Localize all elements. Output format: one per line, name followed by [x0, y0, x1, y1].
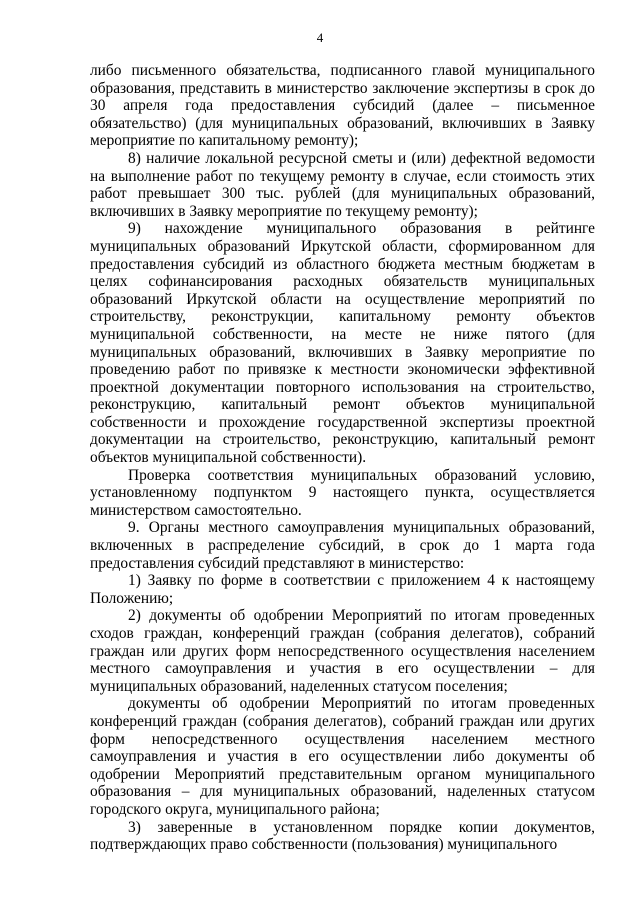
paragraph-continuation: либо письменного обязательства, подписанного главой муниципального образования, представить в министерство заключение экспертизы в срок до 30 апреля года предоставления субсидий (далее – письменное обязательство) (для муниципальных образований, включивших в Заявку мероприятие по капитальному ремонту); — [90, 62, 595, 150]
paragraph-subitem-2-continued: документы об одобрении Мероприятий по итогам проведенных конференций граждан (собрания делегатов), собраний граждан или других форм непосредственного осуществления населением местного самоуправления и участия в его осуществлении либо документы об одобрении Мероприятий представительным органом муниципального образования – для муниципальных образований, наделенных статусом городского округа, муниципального района; — [90, 695, 595, 818]
paragraph-clause-9: 9. Органы местного самоуправления муниципальных образований, включенных в распределение субсидий, в срок до 1 марта года предоставления субсидий представляют в министерство: — [90, 519, 595, 572]
document-body — [90, 62, 595, 854]
paragraph-subitem-1: 1) Заявку по форме в соответствии с приложением 4 к настоящему Положению; — [90, 572, 595, 607]
page-number: 4 — [316, 30, 324, 45]
paragraph-verification: Проверка соответствия муниципальных образований условию, установленному подпунктом 9 настоящего пункта, осуществляется министерством самостоятельно. — [90, 466, 595, 519]
paragraph-item-8: 8) наличие локальной ресурсной сметы и (или) дефектной ведомости на выполнение работ по текущему ремонту в случае, если стоимость этих работ превышает 300 тыс. рублей (для муниципальных образований, включивших в Заявку мероприятие по текущему ремонту); — [90, 149, 595, 220]
paragraph-subitem-3: 3) заверенные в установленном порядке копии документов, подтверждающих право собственности (пользования) муниципального — [90, 818, 595, 854]
paragraph-item-9: 9) нахождение муниципального образования в рейтинге муниципальных образований Иркутской области, сформированном для предоставления субсидий из областного бюджета местным бюджетам в целях софинансирования расходных обязательств муниципальных образований Иркутской области на осуществление мероприятий по строительству, реконструкции, капитальному ремонту объектов муниципальной собственности, на месте не ниже пятого (для муниципальных образований, включивших в Заявку мероприятие по проведению работ по привязке к местности экономически эффективной проектной документации повторного использования на строительство, реконструкцию, капитальный ремонт объектов муниципальной собственности и прохождение государственной экспертизы проектной документации на строительство, реконструкцию, капитальный ремонт объектов муниципальной собственности). — [90, 220, 595, 467]
paragraph-subitem-2: 2) документы об одобрении Мероприятий по итогам проведенных сходов граждан, конференций граждан (собрания делегатов), собраний граждан или других форм непосредственного осуществления населением местного самоуправления и участия в его осуществлении – для муниципальных образований, наделенных статусом поселения; — [90, 607, 595, 695]
